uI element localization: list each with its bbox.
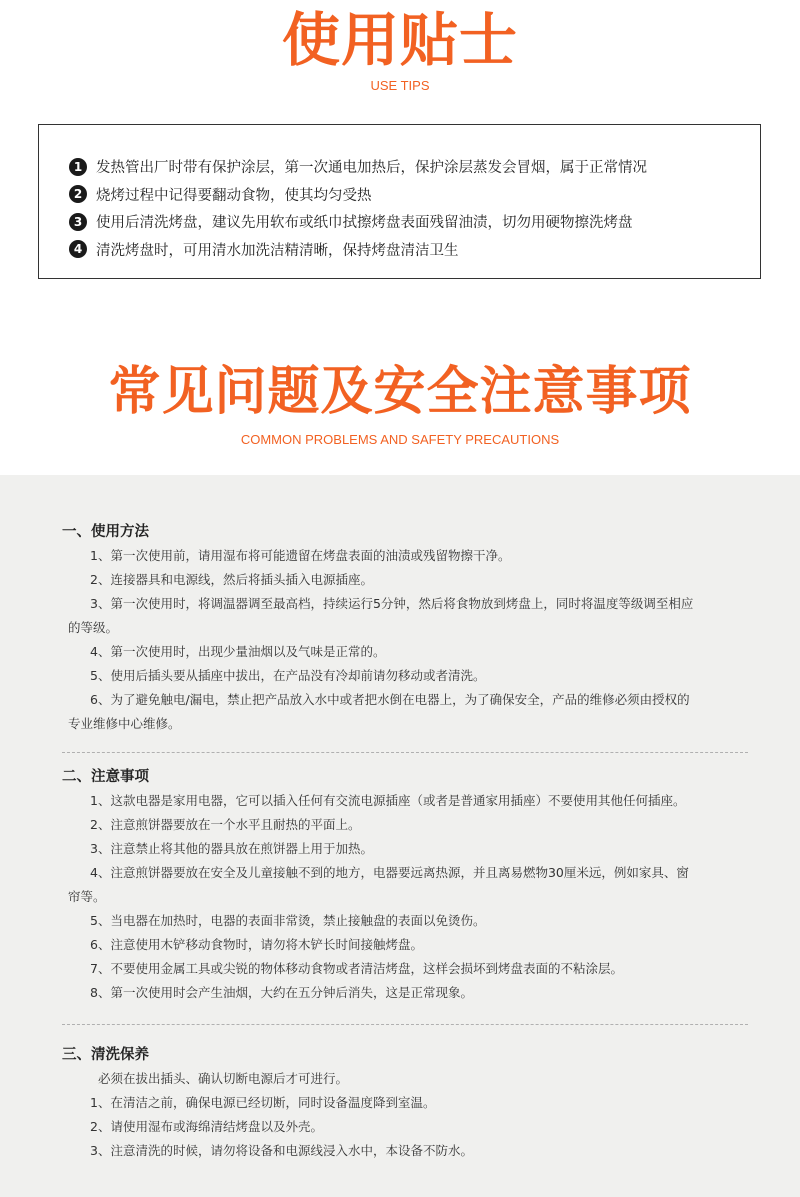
tip-text: 烧烤过程中记得要翻动食物，使其均匀受热: [96, 187, 372, 204]
tip-item: [69, 181, 760, 209]
notes-line: 帘等。: [68, 889, 106, 904]
tips-title: 使用贴士: [281, 6, 518, 74]
cleaning-line: 必须在拔出插头、确认切断电源后才可进行。: [98, 1071, 349, 1086]
usage-line: 专业维修中心维修。: [68, 716, 181, 731]
usage-line: 6、为了避免触电/漏电，禁止把产品放入水中或者把水倒在电器上，为了确保安全，产品的维修必须由授权的: [90, 692, 690, 707]
tip-number-badge: 4: [69, 240, 87, 258]
tip-number-badge: 3: [69, 213, 87, 231]
tip-item: [69, 236, 760, 264]
tip-text: 使用后清洗烤盘，建议先用软布或纸巾拭擦烤盘表面残留油渍，切勿用硬物擦洗烤盘: [96, 215, 633, 232]
notes-line: 3、注意禁止将其他的器具放在煎饼器上用于加热。: [90, 841, 373, 856]
usage-section: [62, 520, 748, 736]
notes-section: [62, 765, 748, 1005]
notes-line: 1、这款电器是家用电器，它可以插入任何有交流电源插座（或者是普通家用插座）不要使用其他任何插座。: [90, 793, 686, 808]
usage-heading: 一、使用方法: [62, 524, 149, 540]
tip-text: 清洗烤盘时，可用清水加洗洁精清晰，保持烤盘清洁卫生: [96, 242, 459, 259]
usage-line: 5、使用后插头要从插座中拔出，在产品没有冷却前请勿移动或者清洗。: [90, 668, 486, 683]
usage-line: 1、第一次使用前，请用湿布将可能遗留在烤盘表面的油渍或残留物擦干净。: [90, 548, 511, 563]
cleaning-line: 3、注意清洗的时候，请勿将设备和电源线浸入水中，本设备不防水。: [90, 1143, 473, 1158]
cleaning-heading: 三、清洗保养: [62, 1047, 149, 1063]
faq-subtitle: COMMON PROBLEMS AND SAFETY PRECAUTIONS: [240, 432, 560, 447]
tip-item: [69, 208, 760, 236]
tip-text: 发热管出厂时带有保护涂层，第一次通电加热后，保护涂层蒸发会冒烟，属于正常情况: [96, 160, 647, 177]
tips-subtitle: USE TIPS: [370, 78, 430, 93]
cleaning-line: 1、在清洁之前，确保电源已经切断，同时设备温度降到室温。: [90, 1095, 436, 1110]
notes-line: 2、注意煎饼器要放在一个水平且耐热的平面上。: [90, 817, 361, 832]
section-divider: [62, 752, 748, 753]
notes-line: 5、当电器在加热时，电器的表面非常烫，禁止接触盘的表面以免烫伤。: [90, 913, 486, 928]
usage-line: 2、连接器具和电源线，然后将插头插入电源插座。: [90, 572, 373, 587]
tip-number-badge: 1: [69, 158, 87, 176]
notes-line: 6、注意使用木铲移动食物时，请勿将木铲长时间接触烤盘。: [90, 937, 423, 952]
usage-line: 的等级。: [68, 620, 119, 635]
tips-box: [38, 124, 761, 279]
notes-line: 4、注意煎饼器要放在安全及儿童接触不到的地方，电器要远离热源，并且离易燃物30厘米远，例如家具、窗: [90, 865, 689, 880]
tip-number-badge: 2: [69, 185, 87, 203]
section-divider: [62, 1024, 748, 1025]
usage-line: 3、第一次使用时，将调温器调至最高档，持续运行5分钟，然后将食物放到烤盘上，同时将温度等级调至相应: [90, 596, 694, 611]
cleaning-line: 2、请使用湿布或海绵清结烤盘以及外壳。: [90, 1119, 323, 1134]
cleaning-section: [62, 1043, 748, 1163]
notes-line: 7、不要使用金属工具或尖锐的物体移动食物或者清洁烤盘，这样会损坏到烤盘表面的不粘涂层。: [90, 961, 623, 976]
tip-item: [69, 153, 760, 181]
notes-line: 8、第一次使用时会产生油烟，大约在五分钟后消失，这是正常现象。: [90, 985, 473, 1000]
notes-heading: 二、注意事项: [62, 769, 149, 785]
usage-line: 4、第一次使用时，出现少量油烟以及气味是正常的。: [90, 644, 386, 659]
faq-title: 常见问题及安全注意事项: [108, 362, 692, 422]
